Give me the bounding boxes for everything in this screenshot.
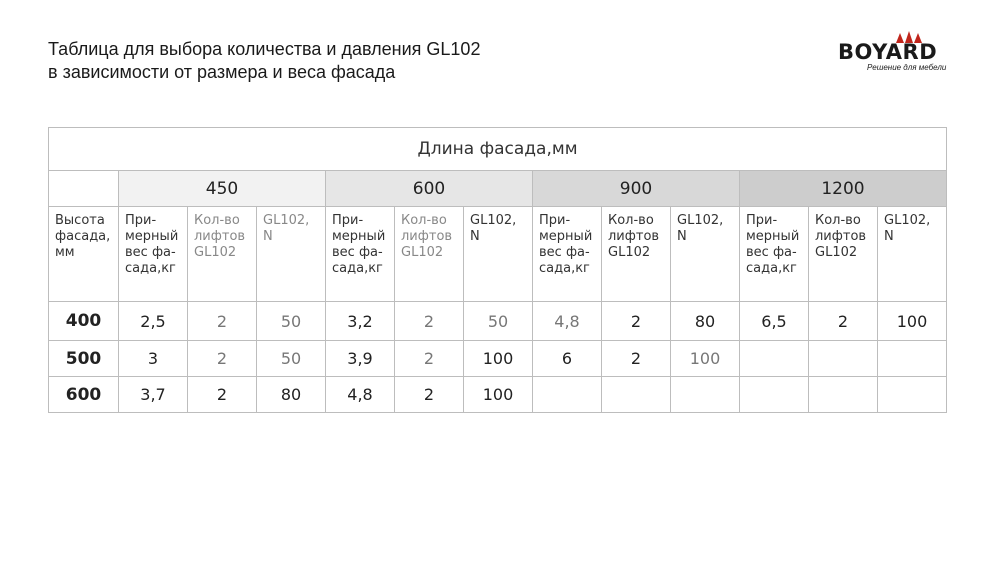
group-header-600: 600 [326,171,533,207]
cell: 2 [188,302,257,341]
cell: 2,5 [119,302,188,341]
cell: 4,8 [533,302,602,341]
logo-tagline: Решение для мебели [867,63,947,72]
subheader-lifts: Кол-во лифтов GL102 [395,207,464,302]
cell: 100 [464,341,533,377]
cell [602,377,671,413]
cell: 4,8 [326,377,395,413]
page-title [48,38,480,84]
subheader-weight: При-мерный вес фа-сада,кг [119,207,188,302]
table-caption: Длина фасада,мм [49,128,947,171]
cell: 6 [533,341,602,377]
cell: 100 [464,377,533,413]
row-height: 400 [49,302,119,341]
cell: 2 [188,341,257,377]
cell: 6,5 [740,302,809,341]
group-header-900: 900 [533,171,740,207]
cell [878,341,947,377]
cell: 3,9 [326,341,395,377]
subheader-lifts: Кол-во лифтов GL102 [188,207,257,302]
table-row [49,377,947,413]
cell [533,377,602,413]
table-row [49,302,947,341]
cell: 80 [257,377,326,413]
row-height: 600 [49,377,119,413]
brand-logo [838,28,950,76]
corner-cell [49,171,119,207]
subheader-lifts: Кол-во лифтов GL102 [809,207,878,302]
cell: 100 [878,302,947,341]
logo-wordmark: BOYARD [838,40,938,64]
cell: 2 [395,302,464,341]
selection-table [48,127,947,413]
cell [878,377,947,413]
subheader-weight: При-мерный вес фа-сада,кг [326,207,395,302]
group-header-1200: 1200 [740,171,947,207]
title-line-2: в зависимости от размера и веса фасада [48,62,396,82]
subheader-force: GL102, N [878,207,947,302]
cell: 2 [809,302,878,341]
cell [740,377,809,413]
cell: 3 [119,341,188,377]
cell: 50 [257,341,326,377]
subheader-lifts: Кол-во лифтов GL102 [602,207,671,302]
cell [740,341,809,377]
table-row [49,341,947,377]
row-header-label: Высота фасада, мм [49,207,119,302]
cell: 2 [602,302,671,341]
subheader-force: GL102, N [464,207,533,302]
cell: 80 [671,302,740,341]
cell: 2 [395,341,464,377]
title-line-1: Таблица для выбора количества и давления GL102 [48,39,481,59]
cell: 2 [188,377,257,413]
cell [809,341,878,377]
subheader-weight: При-мерный вес фа-сада,кг [533,207,602,302]
cell: 2 [602,341,671,377]
cell: 3,7 [119,377,188,413]
cell: 2 [395,377,464,413]
subheader-force: GL102, N [671,207,740,302]
subheader-weight: При-мерный вес фа-сада,кг [740,207,809,302]
row-height: 500 [49,341,119,377]
cell: 100 [671,341,740,377]
cell [809,377,878,413]
cell: 50 [257,302,326,341]
subheader-force: GL102, N [257,207,326,302]
group-header-450: 450 [119,171,326,207]
cell [671,377,740,413]
cell: 50 [464,302,533,341]
cell: 3,2 [326,302,395,341]
